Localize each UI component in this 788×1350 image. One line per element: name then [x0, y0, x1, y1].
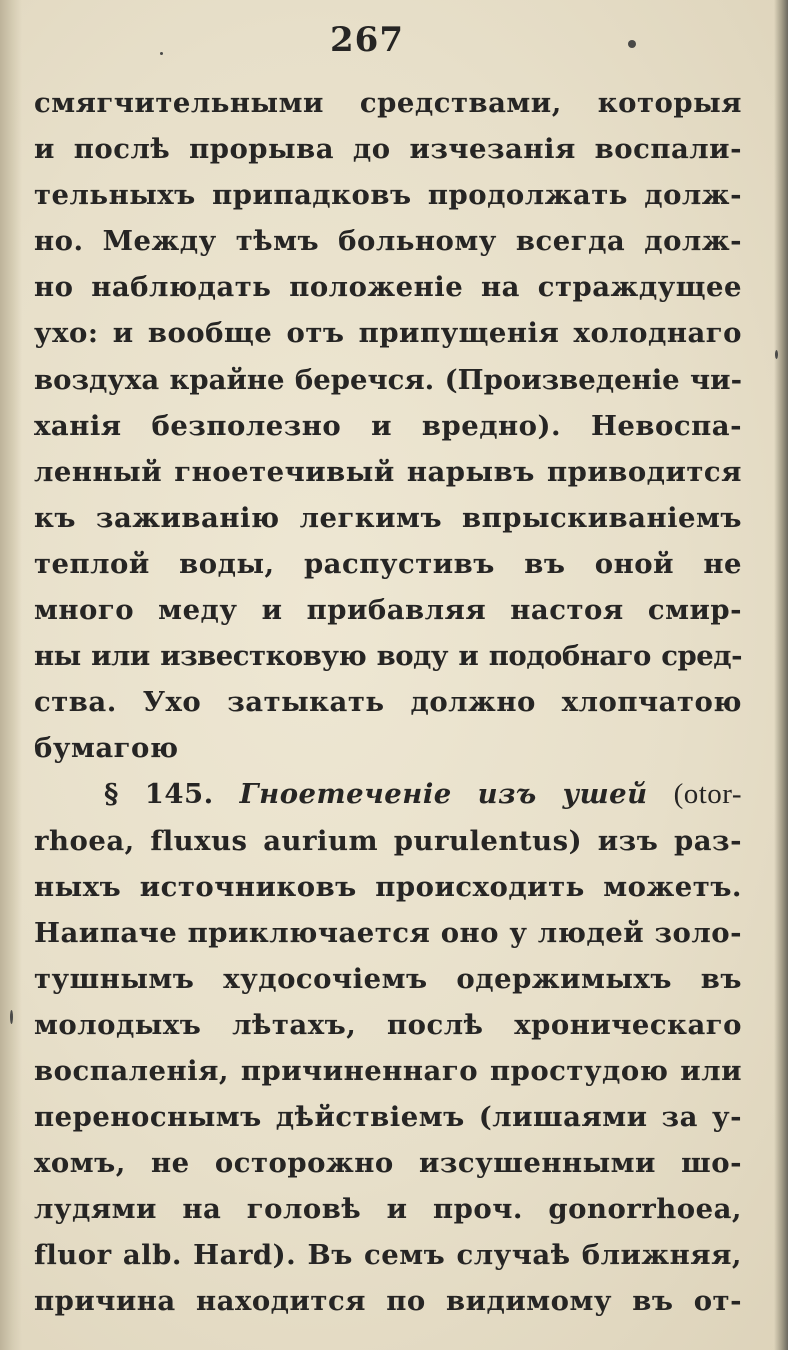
section-title: Гноетеченіе изъ ушей: [239, 778, 648, 811]
text-line: много меду и прибавляя настоя смир-: [34, 594, 742, 627]
text-line: воспаленія, причиненнаго простудою или: [34, 1054, 742, 1087]
text-line: ства. Ухо затыкать должно хлопчатою: [34, 686, 742, 719]
text-line: тельныхъ припадковъ продолжать долж-: [34, 179, 742, 212]
text-line: ухо: и вообще отъ припущенія холоднаго: [34, 317, 742, 350]
text-line: ныхъ источниковъ происходить можетъ.: [34, 870, 742, 903]
ink-speck: [10, 1010, 13, 1024]
text-line: rhoea, fluxus aurium purulentus) изъ раз-: [34, 824, 742, 857]
text-line: теплой воды, распустивъ въ оной не: [34, 547, 742, 580]
section-heading-line: [34, 771, 742, 817]
text-line: fluor alb. Hard). Въ семъ случаѣ ближняя,: [34, 1239, 742, 1272]
ink-speck: [160, 52, 163, 55]
latin-term: (otor-: [673, 778, 743, 811]
text-line: тушнымъ худосочіемъ одержимыхъ въ: [34, 962, 742, 995]
text-line: молодыхъ лѣтахъ, послѣ хроническаго: [34, 1008, 742, 1041]
body-text: [34, 80, 742, 1325]
text-line: бумагою: [34, 732, 179, 765]
text-line: смягчительными средствами, которыя: [34, 87, 742, 119]
text-line: лудями на головѣ и проч. gonorrhoea,: [34, 1193, 742, 1226]
ink-speck: [628, 40, 636, 48]
page-number: 267: [330, 20, 404, 60]
text-line: ханія безполезно и вредно). Невоспа-: [34, 409, 742, 442]
text-line: причина находится по видимому въ от-: [34, 1285, 742, 1318]
text-line: ны или известковую воду и подобнаго сред-: [34, 640, 742, 673]
text-line: къ заживанію легкимъ впрыскиваніемъ: [34, 501, 742, 534]
text-line: но наблюдать положеніе на страждущее: [34, 271, 742, 304]
gutter-shadow: [0, 0, 22, 1350]
text-line: и послѣ прорыва до изчезанія воспали-: [34, 133, 742, 166]
section-number: § 145.: [104, 778, 214, 811]
text-line: хомъ, не осторожно изсушенными шо-: [34, 1147, 742, 1180]
text-line: переноснымъ дѣйствіемъ (лишаями за у-: [34, 1101, 742, 1134]
text-line: Наипаче приключается оно у людей золо-: [34, 916, 742, 949]
text-line: ленный гноетечивый нарывъ приводится: [34, 455, 742, 488]
ink-speck: [775, 350, 778, 359]
text-line: но. Между тѣмъ больному всегда долж-: [34, 225, 742, 258]
page-edge-shadow: [774, 0, 788, 1350]
text-line: воздуха крайне беречся. (Произведеніе чи-: [34, 363, 742, 396]
